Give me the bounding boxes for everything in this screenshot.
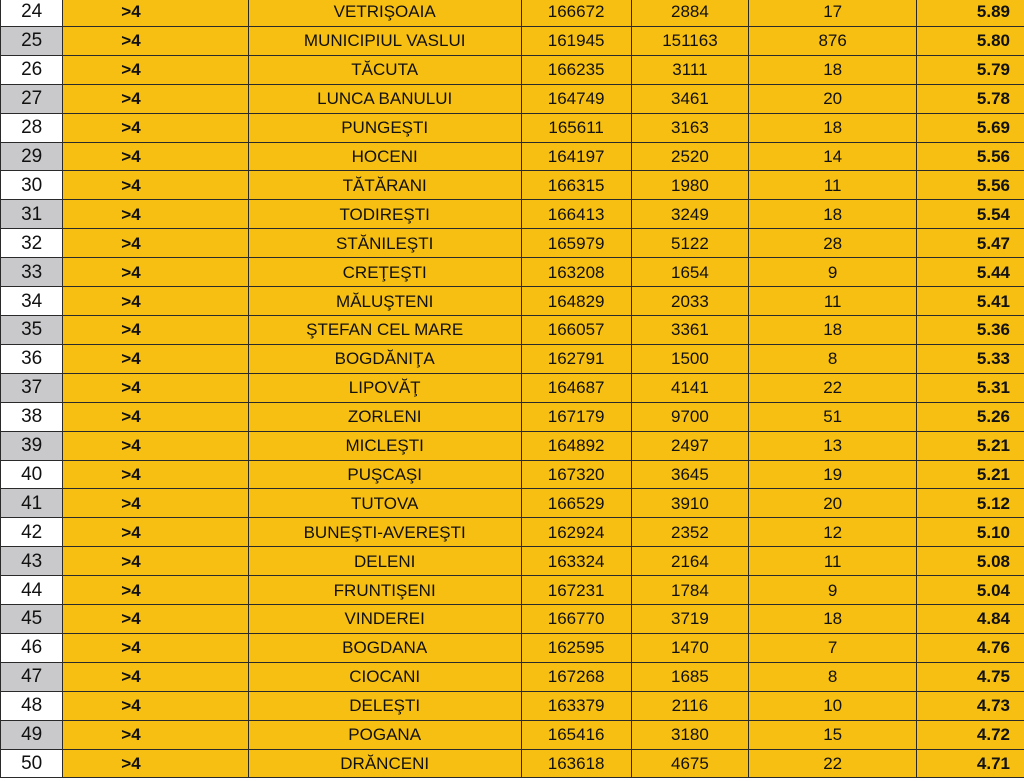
row-number-cell: 39 [1,431,63,460]
locality-name-cell: TODIREŞTI [248,200,521,229]
rate-cell: 5.33 [917,344,1024,373]
population-cell: 4141 [631,373,749,402]
population-cell: 151163 [631,26,749,55]
table-row [1,113,1024,142]
population-cell: 3180 [631,720,749,749]
table-row [1,431,1024,460]
siruta-code-cell: 167320 [521,460,631,489]
rate-cell: 5.36 [917,315,1024,344]
siruta-code-cell: 165416 [521,720,631,749]
population-cell: 2116 [631,691,749,720]
category-cell: >4 [63,662,248,691]
table-row [1,229,1024,258]
locality-name-cell: POGANA [248,720,521,749]
cases-cell: 22 [749,749,917,778]
locality-name-cell: TĂCUTA [248,55,521,84]
population-cell: 5122 [631,229,749,258]
cases-cell: 51 [749,402,917,431]
cases-cell: 8 [749,662,917,691]
cases-cell: 15 [749,720,917,749]
locality-name-cell: CIOCANI [248,662,521,691]
table-row [1,518,1024,547]
row-number-cell: 35 [1,315,63,344]
siruta-code-cell: 166057 [521,315,631,344]
category-cell: >4 [63,547,248,576]
siruta-code-cell: 166770 [521,605,631,634]
category-cell: >4 [63,315,248,344]
population-cell: 3249 [631,200,749,229]
locality-name-cell: TUTOVA [248,489,521,518]
rate-cell: 4.75 [917,662,1024,691]
table-row [1,344,1024,373]
rate-cell: 5.78 [917,84,1024,113]
rate-cell: 4.72 [917,720,1024,749]
rate-cell: 5.08 [917,547,1024,576]
locality-name-cell: MICLEŞTI [248,431,521,460]
cases-cell: 10 [749,691,917,720]
siruta-code-cell: 162595 [521,633,631,662]
cases-cell: 18 [749,55,917,84]
rate-cell: 5.80 [917,26,1024,55]
population-cell: 1500 [631,344,749,373]
category-cell: >4 [63,489,248,518]
rate-cell: 5.31 [917,373,1024,402]
rate-cell: 5.21 [917,431,1024,460]
locality-name-cell: VINDEREI [248,605,521,634]
cases-cell: 9 [749,258,917,287]
siruta-code-cell: 166315 [521,171,631,200]
cases-cell: 14 [749,142,917,171]
population-cell: 2497 [631,431,749,460]
rate-cell: 4.73 [917,691,1024,720]
rate-cell: 5.79 [917,55,1024,84]
locality-name-cell: ŞTEFAN CEL MARE [248,315,521,344]
siruta-code-cell: 162791 [521,344,631,373]
table-row [1,749,1024,778]
siruta-code-cell: 165611 [521,113,631,142]
cases-cell: 18 [749,200,917,229]
row-number-cell: 38 [1,402,63,431]
siruta-code-cell: 164687 [521,373,631,402]
population-cell: 3645 [631,460,749,489]
cases-cell: 11 [749,287,917,316]
cases-cell: 22 [749,373,917,402]
row-number-cell: 32 [1,229,63,258]
table-row [1,633,1024,662]
siruta-code-cell: 166235 [521,55,631,84]
category-cell: >4 [63,229,248,258]
row-number-cell: 25 [1,26,63,55]
locality-name-cell: STĂNILEŞTI [248,229,521,258]
row-number-cell: 49 [1,720,63,749]
category-cell: >4 [63,633,248,662]
population-cell: 1654 [631,258,749,287]
locality-name-cell: BUNEŞTI-AVEREŞTI [248,518,521,547]
cases-cell: 19 [749,460,917,489]
table-row [1,26,1024,55]
row-number-cell: 47 [1,662,63,691]
category-cell: >4 [63,258,248,287]
table-row [1,720,1024,749]
locality-name-cell: MUNICIPIUL VASLUI [248,26,521,55]
row-number-cell: 34 [1,287,63,316]
table-row [1,200,1024,229]
rate-cell: 5.56 [917,142,1024,171]
cases-cell: 20 [749,84,917,113]
population-cell: 2164 [631,547,749,576]
row-number-cell: 37 [1,373,63,402]
table-row [1,171,1024,200]
table-row [1,402,1024,431]
cases-cell: 12 [749,518,917,547]
cases-cell: 876 [749,26,917,55]
category-cell: >4 [63,142,248,171]
locality-name-cell: BOGDANA [248,633,521,662]
row-number-cell: 50 [1,749,63,778]
category-cell: >4 [63,200,248,229]
cases-cell: 9 [749,576,917,605]
table-row [1,0,1024,26]
row-number-cell: 45 [1,605,63,634]
locality-name-cell: HOCENI [248,142,521,171]
rate-cell: 5.21 [917,460,1024,489]
rate-cell: 4.84 [917,605,1024,634]
siruta-code-cell: 161945 [521,26,631,55]
rate-cell: 5.56 [917,171,1024,200]
table-row [1,605,1024,634]
category-cell: >4 [63,720,248,749]
rate-cell: 5.12 [917,489,1024,518]
category-cell: >4 [63,373,248,402]
siruta-code-cell: 167231 [521,576,631,605]
category-cell: >4 [63,55,248,84]
row-number-cell: 28 [1,113,63,142]
population-cell: 3361 [631,315,749,344]
locality-name-cell: TĂTĂRANI [248,171,521,200]
population-cell: 1980 [631,171,749,200]
rate-cell: 5.47 [917,229,1024,258]
population-cell: 1685 [631,662,749,691]
siruta-code-cell: 164749 [521,84,631,113]
siruta-code-cell: 164892 [521,431,631,460]
population-cell: 1784 [631,576,749,605]
row-number-cell: 33 [1,258,63,287]
cases-cell: 18 [749,315,917,344]
locality-name-cell: ZORLENI [248,402,521,431]
row-number-cell: 40 [1,460,63,489]
siruta-code-cell: 167179 [521,402,631,431]
category-cell: >4 [63,605,248,634]
category-cell: >4 [63,576,248,605]
row-number-cell: 48 [1,691,63,720]
table-row [1,662,1024,691]
rate-cell: 4.76 [917,633,1024,662]
rate-cell: 5.10 [917,518,1024,547]
population-cell: 2884 [631,0,749,26]
rate-cell: 5.89 [917,0,1024,26]
rate-cell: 5.04 [917,576,1024,605]
rate-cell: 5.41 [917,287,1024,316]
rate-cell: 4.71 [917,749,1024,778]
siruta-code-cell: 162924 [521,518,631,547]
category-cell: >4 [63,402,248,431]
locality-name-cell: DRĂNCENI [248,749,521,778]
cases-cell: 20 [749,489,917,518]
table-row [1,576,1024,605]
category-cell: >4 [63,84,248,113]
cases-cell: 11 [749,547,917,576]
population-cell: 1470 [631,633,749,662]
locality-name-cell: PUNGEŞTI [248,113,521,142]
cases-cell: 18 [749,113,917,142]
siruta-code-cell: 163324 [521,547,631,576]
table-row [1,315,1024,344]
population-cell: 3111 [631,55,749,84]
population-cell: 2520 [631,142,749,171]
siruta-code-cell: 164829 [521,287,631,316]
row-number-cell: 27 [1,84,63,113]
table-row [1,691,1024,720]
cases-cell: 18 [749,605,917,634]
rate-cell: 5.26 [917,402,1024,431]
rate-cell: 5.69 [917,113,1024,142]
population-cell: 2352 [631,518,749,547]
population-cell: 3461 [631,84,749,113]
table-row [1,287,1024,316]
locality-name-cell: CREŢEŞTI [248,258,521,287]
rate-cell: 5.54 [917,200,1024,229]
population-cell: 9700 [631,402,749,431]
table-row [1,489,1024,518]
siruta-code-cell: 164197 [521,142,631,171]
category-cell: >4 [63,749,248,778]
table-row [1,373,1024,402]
category-cell: >4 [63,0,248,26]
row-number-cell: 46 [1,633,63,662]
row-number-cell: 30 [1,171,63,200]
cases-cell: 8 [749,344,917,373]
category-cell: >4 [63,460,248,489]
cases-cell: 28 [749,229,917,258]
locality-name-cell: FRUNTIŞENI [248,576,521,605]
row-number-cell: 41 [1,489,63,518]
row-number-cell: 31 [1,200,63,229]
siruta-code-cell: 166413 [521,200,631,229]
table-row [1,547,1024,576]
siruta-code-cell: 166672 [521,0,631,26]
category-cell: >4 [63,113,248,142]
table-row [1,142,1024,171]
rate-cell: 5.44 [917,258,1024,287]
siruta-code-cell: 163208 [521,258,631,287]
row-number-cell: 43 [1,547,63,576]
category-cell: >4 [63,171,248,200]
population-cell: 2033 [631,287,749,316]
population-cell: 3163 [631,113,749,142]
population-cell: 4675 [631,749,749,778]
population-cell: 3719 [631,605,749,634]
locality-name-cell: LUNCA BANULUI [248,84,521,113]
category-cell: >4 [63,691,248,720]
category-cell: >4 [63,518,248,547]
locality-name-cell: PUŞCAŞI [248,460,521,489]
siruta-code-cell: 166529 [521,489,631,518]
cases-cell: 17 [749,0,917,26]
population-cell: 3910 [631,489,749,518]
locality-name-cell: BOGDĂNIŢA [248,344,521,373]
category-cell: >4 [63,344,248,373]
table-row [1,84,1024,113]
table-body [1,0,1024,778]
row-number-cell: 44 [1,576,63,605]
category-cell: >4 [63,26,248,55]
table-row [1,55,1024,84]
row-number-cell: 42 [1,518,63,547]
row-number-cell: 36 [1,344,63,373]
locality-name-cell: MĂLUŞTENI [248,287,521,316]
table-row [1,258,1024,287]
cases-cell: 7 [749,633,917,662]
cases-cell: 11 [749,171,917,200]
locality-name-cell: VETRIŞOAIA [248,0,521,26]
locality-name-cell: LIPOVĂŢ [248,373,521,402]
locality-name-cell: DELENI [248,547,521,576]
siruta-code-cell: 163379 [521,691,631,720]
category-cell: >4 [63,431,248,460]
row-number-cell: 24 [1,0,63,26]
cases-cell: 13 [749,431,917,460]
siruta-code-cell: 165979 [521,229,631,258]
row-number-cell: 29 [1,142,63,171]
locality-name-cell: DELEŞTI [248,691,521,720]
table-row [1,460,1024,489]
siruta-code-cell: 167268 [521,662,631,691]
row-number-cell: 26 [1,55,63,84]
category-cell: >4 [63,287,248,316]
siruta-code-cell: 163618 [521,749,631,778]
